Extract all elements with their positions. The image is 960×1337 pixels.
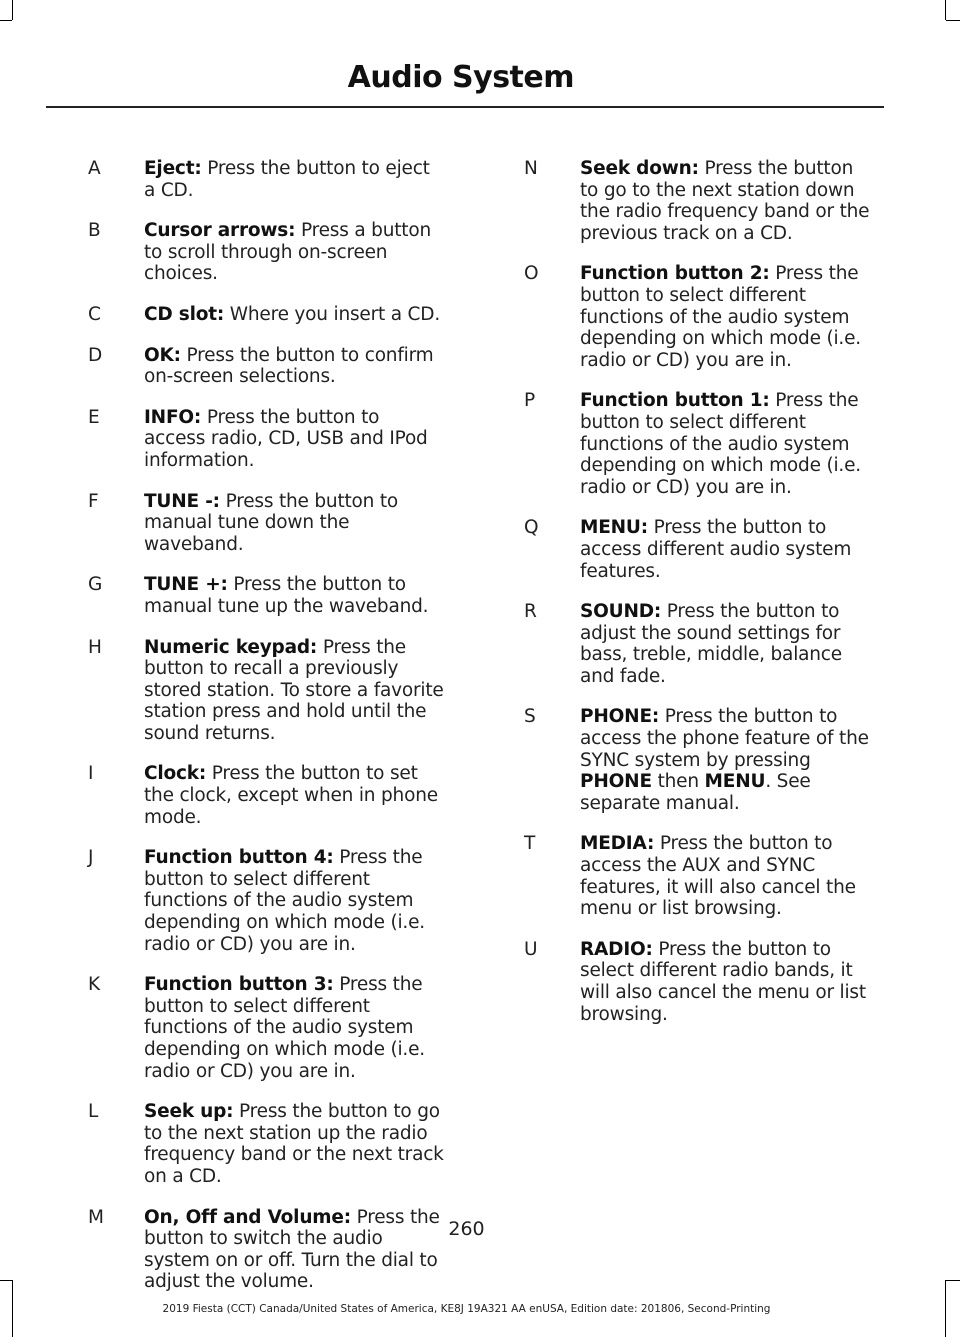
entry-letter: P [524,390,536,412]
entry-text: Where you insert a CD. [224,303,440,325]
legend-entry-a [78,158,444,201]
entry-description [144,637,444,745]
legend-entry-i [78,763,444,828]
left-column [78,158,444,1312]
entry-letter: B [88,220,101,242]
legend-entry-b [78,220,444,285]
legend-entry-g [78,574,444,617]
entry-term: OK: [144,344,181,366]
entry-term: Clock: [144,763,207,785]
crop-mark-top-right [945,0,946,20]
entry-text: Press the button to access the phone feature of the SYNC system by pressing [580,706,869,771]
entry-description [580,158,876,244]
entry-text: Press the button to adjust the sound settings for bass, treble, middle, balance and fade. [580,601,842,687]
entry-description [580,390,876,498]
entry-term: RADIO: [580,938,653,960]
entry-letter: I [88,763,94,785]
entry-letter: J [88,847,94,869]
page-number: 260 [448,1218,485,1240]
legend-entry-q [514,517,876,582]
legend-entry-p [514,390,876,498]
entry-term: SOUND: [580,601,662,623]
entry-term: Cursor arrows: [144,220,296,242]
entry-letter: R [524,601,537,623]
entry-term: Seek up: [144,1101,234,1123]
entry-term: MENU [704,771,766,793]
crop-mark-bottom-left-h [0,1280,12,1281]
entry-description [144,847,444,955]
legend-entry-t [514,833,876,919]
entry-description [144,158,444,201]
entry-term: TUNE -: [144,490,220,512]
entry-description [144,974,444,1082]
legend-entry-l [78,1101,444,1187]
entry-text: Press the button to access different audio system features. [580,517,852,582]
page-title: Audio System [347,60,574,95]
entry-description [144,763,444,828]
entry-letter: O [524,263,539,285]
legend-entry-o [514,263,876,371]
entry-text: Press the button to select different functions of the audio system depending on which mode (i.e. radio or CD) you are in. [580,263,861,371]
entry-text: Press the button to set the clock, except when in phone mode. [144,763,438,828]
entry-description [144,574,444,617]
entry-description [580,263,876,371]
entry-term: TUNE +: [144,574,228,596]
entry-letter: A [88,158,101,179]
legend-entry-c [78,304,444,326]
entry-text: Press the button to access the AUX and SYNC features, it will also cancel the menu or list browsing. [580,833,856,920]
entry-text: Press a button to scroll through on-screen choices. [144,220,431,285]
entry-term: Function button 4: [144,847,334,869]
entry-text: Press the button to select different functions of the audio system depending on which mode (i.e. radio or CD) you are in. [580,390,861,498]
entry-term: CD slot: [144,303,225,325]
entry-letter: D [88,344,103,366]
crop-mark-bottom-right-h [946,1280,960,1281]
entry-term: INFO: [144,406,202,428]
entry-description [144,220,444,285]
entry-term: Function button 3: [144,974,334,996]
entry-description [580,706,876,814]
entry-text: Press the button to switch the audio system on or off. Turn the dial to adjust the volume. [144,1206,440,1293]
entry-letter: G [88,574,103,596]
entry-description [144,491,444,556]
entry-letter: L [88,1101,99,1123]
entry-description [580,939,876,1025]
entry-text: Press the button to select different radio bands, it will also cancel the menu or list browsing. [580,938,866,1025]
entry-text: Press the button to go to the next station down the radio frequency band or the previous track on a CD. [580,158,870,244]
entry-letter: H [88,636,102,658]
legend-entry-h [78,637,444,745]
entry-term: MEDIA: [580,833,655,855]
crop-mark-top-right-h [946,20,960,21]
legend-entry-n [514,158,876,244]
entry-letter: M [88,1206,104,1228]
header-divider [46,106,884,108]
entry-text: Press the button to recall a previously stored station. To store a favorite station press and hold until the sound returns. [144,636,444,744]
crop-mark-top-left [12,0,13,20]
entry-text: . See separate manual. [580,771,811,814]
entry-text: Press the button to select different functions of the audio system depending on which mode (i.e. radio or CD) you are in. [144,974,425,1082]
entry-text: Press the button to manual tune down the waveband. [144,490,399,555]
entry-description [144,407,444,472]
entry-letter: E [88,406,100,428]
entry-description [144,1101,444,1187]
entry-term: Seek down: [580,158,699,179]
entry-term: On, Off and Volume: [144,1206,351,1228]
entry-text: Press the button to eject a CD. [144,158,430,201]
entry-text: Press the button to go to the next station up the radio frequency band or the next track on a CD. [144,1101,444,1187]
entry-description [144,304,444,326]
entry-term: Numeric keypad: [144,636,318,658]
footer-edition-info: 2019 Fiesta (CCT) Canada/United States of America, KE8J 19A321 AA enUSA, Edition date: 201806, Second-Printing [162,1303,771,1315]
entry-text: Press the button to manual tune up the waveband. [144,574,429,617]
entry-description [580,601,876,687]
entry-text: Press the button to confirm on-screen selections. [144,344,434,388]
crop-mark-bottom-right [945,1280,946,1337]
entry-term: Function button 2: [580,263,770,285]
entry-text: then [651,771,705,793]
entry-letter: K [88,974,101,996]
entry-letter: N [524,158,538,179]
entry-term: PHONE [580,771,652,793]
right-column [514,158,876,1044]
crop-mark-top-left-h [0,20,12,21]
legend-entry-j [78,847,444,955]
entry-term: PHONE: [580,706,660,728]
entry-term: MENU: [580,517,648,539]
entry-letter: T [524,833,536,855]
entry-text: Press the button to access radio, CD, USB and IPod information. [144,406,428,471]
entry-term: Eject: [144,158,202,179]
legend-entry-d [78,345,444,388]
legend-entry-r [514,601,876,687]
entry-letter: U [524,938,538,960]
legend-entry-e [78,407,444,472]
entry-text: Press the button to select different functions of the audio system depending on which mode (i.e. radio or CD) you are in. [144,847,425,955]
legend-entry-f [78,491,444,556]
legend-entry-s [514,706,876,814]
entry-letter: F [88,490,99,512]
legend-entry-u [514,939,876,1025]
entry-description [580,517,876,582]
entry-letter: C [88,303,101,325]
entry-letter: Q [524,517,539,539]
entry-description [144,345,444,388]
entry-description [580,833,876,919]
entry-letter: S [524,706,536,728]
entry-term: Function button 1: [580,390,770,412]
legend-entry-k [78,974,444,1082]
